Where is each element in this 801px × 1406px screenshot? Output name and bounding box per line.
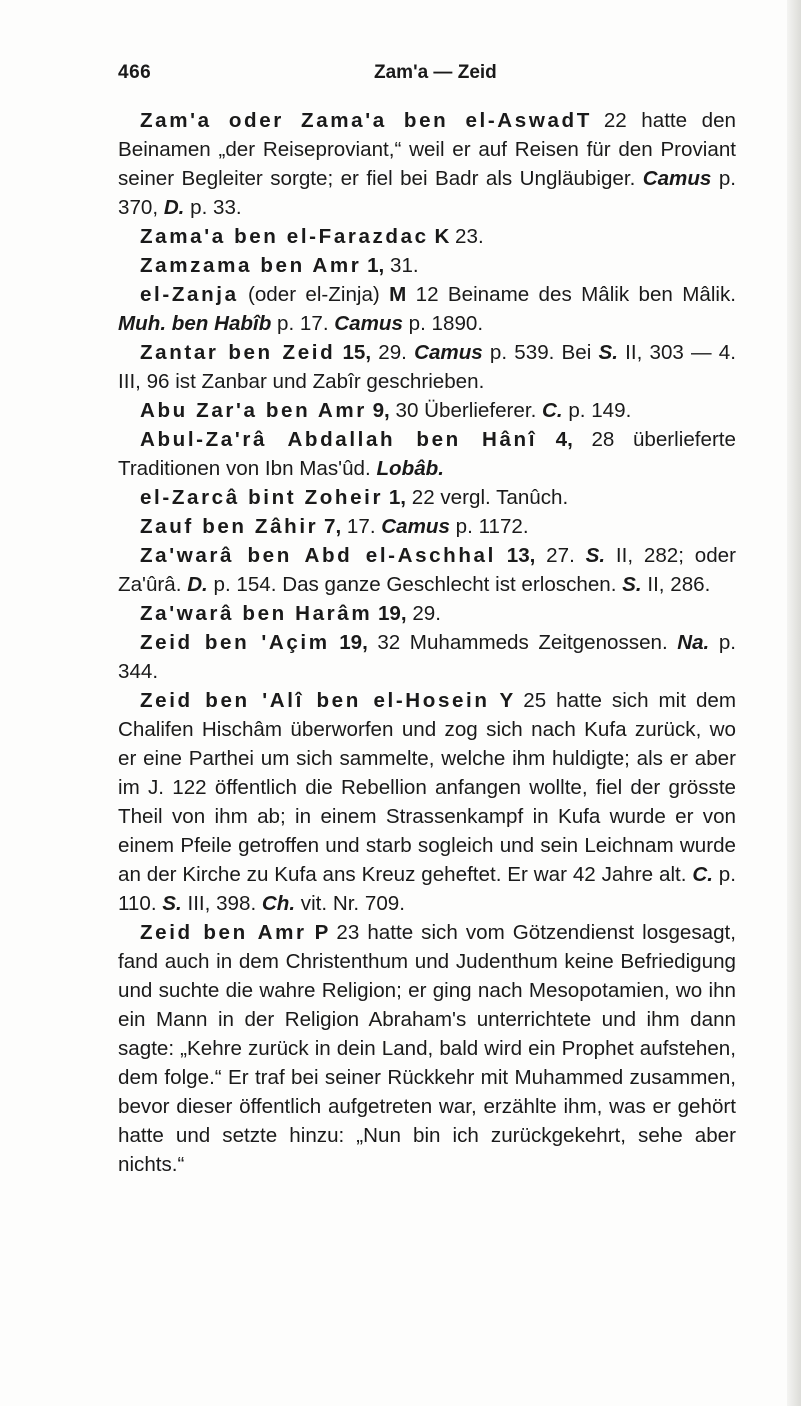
entry-headword: Abu Zar'a ben Amr — [140, 399, 367, 422]
entry-siglum: 13, — [506, 544, 536, 567]
entry-headword: el-Zanja — [140, 283, 239, 306]
reference-abbrev: C. — [542, 399, 563, 422]
entry-headword: Zantar ben Zeid — [140, 341, 336, 364]
entry-zamzama-ben-amr: Zamzama ben Amr 1, 31. — [140, 254, 419, 277]
entry-headword: Za'warâ ben Harâm — [140, 602, 373, 625]
reference-abbrev: Ch. — [261, 892, 296, 915]
reference-abbrev: S. — [585, 544, 606, 567]
entry-siglum: 1, — [388, 486, 407, 509]
reference-abbrev: S. — [162, 892, 182, 915]
entry-siglum: 7, — [324, 515, 342, 538]
entry-zauf-ben-zahir: Zauf ben Zâhir 7, 17. Camus p. 1172. — [140, 515, 529, 538]
entry-abul-zara-abdallah: Abul-Za'râ Abdallah ben Hânî 4, 28 überlieferte Traditionen von Ibn Mas'ûd. Lobâb. — [118, 428, 736, 480]
entry-headword: Zauf ben Zâhir — [140, 515, 319, 538]
entry-headword: Zeid ben Amr — [140, 921, 307, 944]
entry-siglum: 15, — [342, 341, 372, 364]
entry-zawara-ben-abd-el-aschhal: Za'warâ ben Abd el-Aschhal 13, 27. S. II, 282; oder Za'ûrâ. D. p. 154. Das ganze Geschlecht ist erloschen. S. II, 286. — [118, 544, 736, 596]
entry-headword: Zam'a oder Zama'a ben el-Aswad — [140, 109, 577, 132]
entry-siglum: 19, — [377, 602, 407, 625]
text-body — [118, 106, 736, 1179]
entry-el-zanja: el-Zanja (oder el-Zinja) M 12 Beiname des Mâlik ben Mâlik. Muh. ben Habîb p. 17. Camus p. 1890. — [118, 283, 736, 335]
entry-zamaa-ben-el-farazdac: Zama'a ben el-Farazdac K 23. — [140, 225, 484, 248]
entry-zantar-ben-zeid: Zantar ben Zeid 15, 29. Camus p. 539. Bei S. II, 303 — 4. III, 96 ist Zanbar und Zabîr geschrieben. — [118, 341, 736, 393]
reference-abbrev: C. — [692, 863, 713, 886]
entry-zeid-ben-ali: Zeid ben 'Alî ben el-Hosein Y 25 hatte sich mit dem Chalifen Hischâm überworfen und zog sich nach Kufa zurück, wo er eine Parthei um sich sammelte, welche ihm huldigte; als er aber im J. 122 öffentlich die Rebellion anfangen wollte, fiel der grösste Theil von ihm ab; in einem Strassenkampf in Kufa wurde er von einem Pfeile getroffen und starb sogleich und sein Leichnam wurde an der Kirche zu Kufa ans Kreuz geheftet. Er war 42 Jahre alt. C. p. 110. S. III, 398. Ch. vit. Nr. 709. — [118, 689, 736, 915]
entry-el-zarca-bint-zoheir: el-Zarcâ bint Zoheir 1, 22 vergl. Tanûch. — [140, 486, 569, 509]
entry-zeid-ben-amr: Zeid ben Amr P 23 hatte sich vom Götzendienst losgesagt, fand auch in dem Christenthum und Judenthum keine Befriedigung und suchte die wahre Religion; er ging nach Mesopotamien, wo ihn ein Mann in der Religion Abraham's unterrichtete und ihm dann sagte: „Kehre zurück in dein Land, bald wird ein Prophet aufstehen, dem folge.“ Er traf bei seiner Rückkehr mit Muhammed zusammen, bevor dieser öffentlich aufgetreten war, erzählte ihm, was er gehört hatte und setzte hinzu: „Nun bin ich zurückgekehrt, sehe aber nichts.“ — [118, 921, 736, 1176]
reference-abbrev: Camus — [414, 341, 483, 364]
entry-siglum: K — [434, 225, 450, 248]
entry-abu-zara-ben-amr: Abu Zar'a ben Amr 9, 30 Überlieferer. C. p. 149. — [140, 399, 632, 422]
entry-zama-ben-el-aswad: Zam'a oder Zama'a ben el-AswadT 22 hatte den Beinamen „der Reiseproviant,“ weil er auf Reisen für den Proviant seiner Begleiter sorgte; er fiel bei Badr als Ungläubiger. Camus p. 370, D. p. 33. — [118, 109, 736, 219]
entry-headword: Abul-Za'râ Abdallah ben Hânî — [140, 428, 538, 451]
reference-abbrev: Muh. ben Habîb — [118, 312, 272, 335]
entry-siglum: M — [389, 283, 407, 306]
entry-siglum: 4, — [555, 428, 573, 451]
entry-siglum: T — [576, 109, 590, 132]
entry-headword: el-Zarcâ bint Zoheir — [140, 486, 384, 509]
entry-headword: Zama'a ben el-Farazdac — [140, 225, 429, 248]
reference-abbrev: Na. — [677, 631, 710, 654]
page-header — [118, 62, 738, 92]
page-edge-shadow — [787, 0, 801, 1406]
entry-headword: Zeid ben 'Açim — [140, 631, 330, 654]
reference-abbrev: Lobâb. — [376, 457, 444, 480]
entry-siglum: 9, — [372, 399, 390, 422]
entry-headword: Zeid ben 'Alî ben el-Hosein — [140, 689, 490, 712]
entry-siglum: 1, — [367, 254, 385, 277]
entry-headword: Za'warâ ben Abd el-Aschhal — [140, 544, 496, 567]
entry-siglum: Y — [499, 689, 514, 712]
running-head: Zam'a — Zeid — [374, 62, 497, 83]
reference-abbrev: D. — [163, 196, 185, 219]
reference-abbrev: S. — [622, 573, 642, 596]
entry-siglum: P — [314, 921, 329, 944]
entry-headword: Zamzama ben Amr — [140, 254, 362, 277]
reference-abbrev: S. — [598, 341, 618, 364]
reference-abbrev: D. — [187, 573, 208, 596]
reference-abbrev: Camus — [381, 515, 450, 538]
entry-zeid-ben-acim: Zeid ben 'Açim 19, 32 Muhammeds Zeitgenossen. Na. p. 344. — [118, 631, 736, 683]
entry-zawara-ben-haram: Za'warâ ben Harâm 19, 29. — [140, 602, 441, 625]
reference-abbrev: Camus — [334, 312, 403, 335]
entry-siglum: 19, — [339, 631, 368, 654]
reference-abbrev: Camus — [642, 167, 712, 190]
page-number: 466 — [118, 62, 152, 83]
